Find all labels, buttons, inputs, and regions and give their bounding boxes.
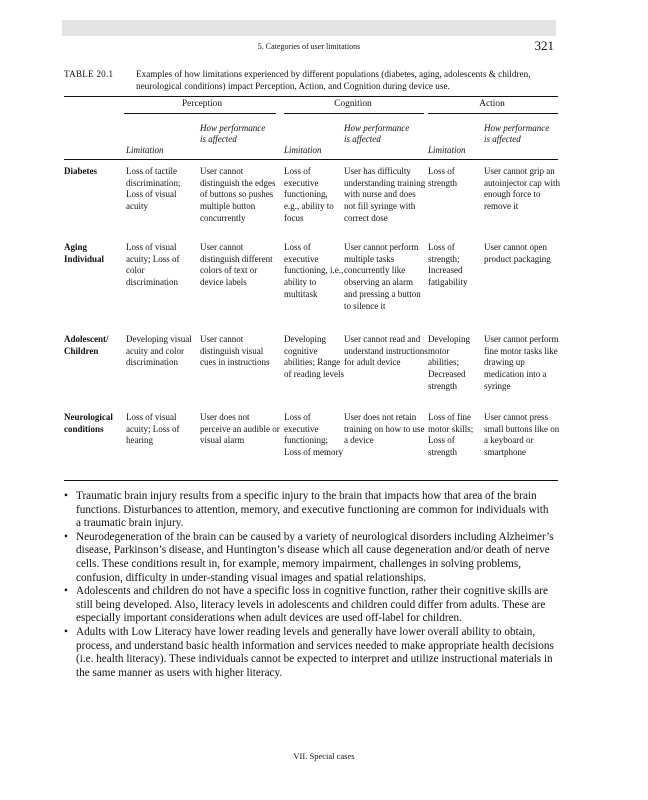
section-footer: VII. Special cases — [293, 751, 355, 761]
table-cell: User does not retain training on how to use a device — [344, 412, 425, 446]
table-cell: User cannot distinguish the edges of buttons so pushes multiple button concurrently — [200, 166, 276, 223]
table-label: TABLE 20.1 — [64, 69, 114, 79]
row-label-aging: Aging Individual — [64, 242, 105, 264]
running-head — [62, 40, 556, 54]
table-cell: User cannot perform multiple tasks concurrently like observing an alarm and pressing a button to silence it — [344, 242, 421, 311]
table-cell: User cannot distinguish different colors of text or device labels — [200, 242, 273, 288]
table-cell: Loss of tactile discrimination; Loss of visual acuity — [126, 166, 181, 212]
bullet-item: • Traumatic brain injury results from a specific injury to the brain that impacts how that area of the brain functions. Disturbances to attention, memory, and executive functioning are common for individuals with a traumatic brain injury. — [64, 490, 554, 531]
table-cell: Developing visual acuity and color discrimination — [126, 334, 192, 368]
bullet-list — [64, 490, 554, 680]
table-cell: Loss of visual acuity; Loss of color discrimination — [126, 242, 180, 288]
table-cell: Loss of executive functioning, e.g., ability to focus — [284, 166, 334, 223]
table-cell: Loss of strength; Increased fatigability — [428, 242, 468, 288]
table-cell: Loss of executive functioning, i.e., ability to multitask — [284, 242, 344, 299]
table-bottom-rule — [64, 480, 558, 481]
chapter-title: 5. Categories of user limitations — [257, 42, 361, 51]
bullet-item: • Adults with Low Literacy have lower reading levels and generally have lower overall ability to obtain, process, and understand basic health information and services needed to make appropriate health decisions (i.e. health literacy). These individuals cannot be expected to interpret and utilize instructional materials in the same manner as users with higher literacy. — [64, 626, 554, 680]
table-cell: Developing cognitive abilities; Range of reading levels — [284, 334, 344, 380]
group-rule-perception — [124, 113, 276, 114]
table-cell: User cannot press small buttons like on a keyboard or smartphone — [484, 412, 560, 458]
row-label-adolescent-children: Adolescent/ Children — [64, 334, 109, 356]
table-cell: User cannot read and understand instructions for adult device — [344, 334, 428, 368]
table-caption-text: Examples of how limitations experienced by different populations (diabetes, aging, adolescents & children, neurological conditions) impact Perception, Action, and Cognition during device use. — [136, 69, 531, 91]
bullet-item: • Adolescents and children do not have a specific loss in cognitive function, rather their cognitive skills are still being developed. Also, literacy levels in adolescents and children could differ from adults. These are especially important considerations when adult devices are used off-label for children. — [64, 585, 554, 626]
bullet-item: • Neurodegeneration of the brain can be caused by a variety of neurological disorders including Alzheimer’s disease, Parkinson’s disease, and Huntington’s disease which all cause degeneration and/or death of nerve cells. These conditions result in, for example, memory impairment, challenges in solving problems, confusion, difficulty in under-standing visual images and spatial relationships. — [64, 531, 554, 585]
table-cell: User cannot open product packaging — [484, 242, 551, 264]
subheader-effect-perception: How performance is affected — [200, 123, 266, 144]
page-number: 321 — [534, 38, 554, 53]
subheader-effect-cognition: How performance is affected — [344, 123, 410, 144]
table-cell: User does not perceive an audible or visual alarm — [200, 412, 280, 446]
table-cell: User cannot distinguish visual cues in instructions — [200, 334, 270, 368]
subheader-limitation-perception: Limitation — [126, 145, 164, 155]
row-label-diabetes: Diabetes — [64, 166, 97, 176]
header-bar — [62, 20, 556, 36]
group-rule-action — [428, 113, 558, 114]
header-bottom-rule — [64, 159, 558, 160]
table-cell: User has difficulty understanding training with nurse and does not fill syringe with correct dose — [344, 166, 426, 223]
table-cell: Loss of executive functioning; Loss of memory — [284, 412, 343, 458]
table-cell: User cannot grip an autoinjector cap with enough force to remove it — [484, 166, 560, 212]
table-cell: Loss of fine motor skills; Loss of strength — [428, 412, 474, 458]
subheader-effect-action: How performance is affected — [484, 123, 550, 144]
group-header-action: Action — [479, 99, 505, 109]
group-rule-cognition — [284, 113, 424, 114]
subheader-limitation-cognition: Limitation — [284, 145, 322, 155]
group-header-perception: Perception — [181, 99, 223, 109]
table-cell: Developing motor abilities; Decreased strength — [428, 334, 470, 391]
table-cell: Loss of strength — [428, 166, 457, 188]
table-top-rule — [64, 96, 558, 97]
table-cell: User cannot perform fine motor tasks like drawing up medication into a syringe — [484, 334, 559, 391]
group-header-cognition: Cognition — [334, 99, 372, 109]
row-label-neurological: Neurological conditions — [64, 412, 113, 434]
table-cell: Loss of visual acuity; Loss of hearing — [126, 412, 180, 446]
subheader-limitation-action: Limitation — [428, 145, 466, 155]
